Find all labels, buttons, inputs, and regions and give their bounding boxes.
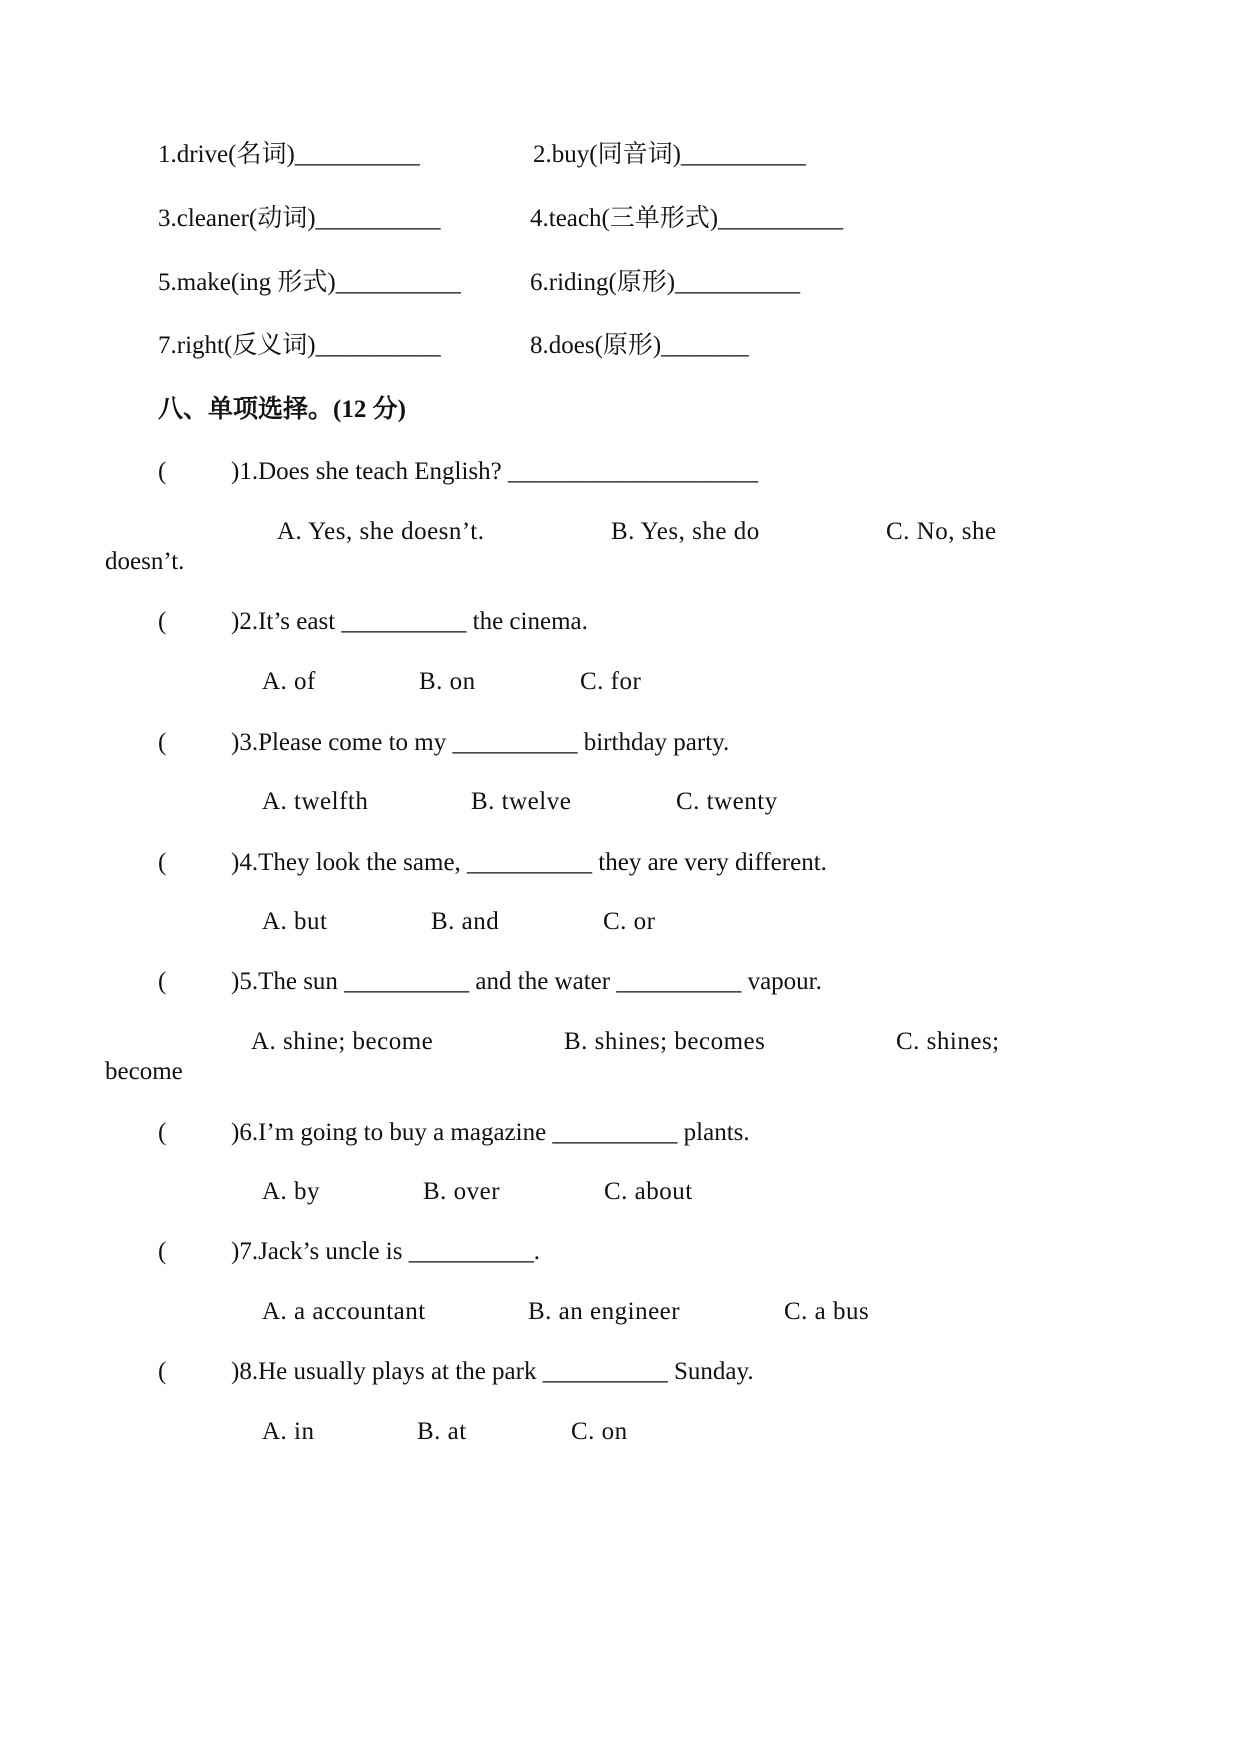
- option-a: A. Yes, she doesn’t.: [277, 518, 485, 545]
- option-c: C. for: [580, 668, 642, 695]
- option-b: B. on: [419, 668, 476, 695]
- question-stem: )8.He usually plays at the park __________ Sunday.: [231, 1358, 754, 1385]
- word-form-item: 5.make(ing 形式)__________: [158, 269, 461, 296]
- option-a: A. shine; become: [251, 1028, 434, 1055]
- option-wrap-text: doesn’t.: [105, 548, 185, 575]
- option-c: C. shines;: [896, 1028, 1000, 1055]
- word-form-item: 2.buy(同音词)__________: [533, 141, 806, 168]
- word-form-item: 4.teach(三单形式)__________: [530, 205, 844, 232]
- option-c: C. a bus: [784, 1298, 870, 1325]
- word-form-item: 3.cleaner(动词)__________: [158, 205, 441, 232]
- answer-paren: (: [158, 1358, 167, 1385]
- question-stem: )4.They look the same, __________ they are very different.: [231, 849, 827, 876]
- option-b: B. Yes, she do: [611, 518, 760, 545]
- answer-paren: (: [158, 608, 167, 635]
- answer-paren: (: [158, 968, 167, 995]
- option-c: C. No, she: [886, 518, 997, 545]
- option-b: B. at: [417, 1418, 467, 1445]
- option-c: C. on: [571, 1418, 628, 1445]
- answer-paren: (: [158, 458, 167, 485]
- answer-paren: (: [158, 729, 167, 756]
- answer-paren: (: [158, 1119, 167, 1146]
- option-b: B. shines; becomes: [564, 1028, 766, 1055]
- option-a: A. but: [262, 908, 328, 935]
- option-b: B. an engineer: [528, 1298, 681, 1325]
- option-b: B. and: [431, 908, 500, 935]
- option-a: A. of: [262, 668, 316, 695]
- question-stem: )1.Does she teach English? ____________________: [231, 458, 759, 485]
- word-form-item: 8.does(原形)_______: [530, 332, 749, 359]
- option-b: B. over: [423, 1178, 501, 1205]
- question-stem: )3.Please come to my __________ birthday party.: [231, 729, 730, 756]
- option-b: B. twelve: [471, 788, 572, 815]
- option-a: A. a accountant: [262, 1298, 426, 1325]
- option-a: A. twelfth: [262, 788, 369, 815]
- answer-paren: (: [158, 1238, 167, 1265]
- option-a: A. by: [262, 1178, 321, 1205]
- question-stem: )7.Jack’s uncle is __________.: [231, 1238, 540, 1265]
- question-stem: )2.It’s east __________ the cinema.: [231, 608, 588, 635]
- option-a: A. in: [262, 1418, 315, 1445]
- option-c: C. about: [604, 1178, 693, 1205]
- option-wrap-text: become: [105, 1058, 183, 1085]
- word-form-item: 7.right(反义词)__________: [158, 332, 441, 359]
- section-heading: 八、单项选择。(12 分): [158, 396, 406, 423]
- option-c: C. or: [603, 908, 656, 935]
- word-form-item: 6.riding(原形)__________: [530, 269, 801, 296]
- answer-paren: (: [158, 849, 167, 876]
- question-stem: )5.The sun __________ and the water __________ vapour.: [231, 968, 822, 995]
- question-stem: )6.I’m going to buy a magazine __________ plants.: [231, 1119, 750, 1146]
- word-form-item: 1.drive(名词)__________: [158, 141, 420, 168]
- option-c: C. twenty: [676, 788, 778, 815]
